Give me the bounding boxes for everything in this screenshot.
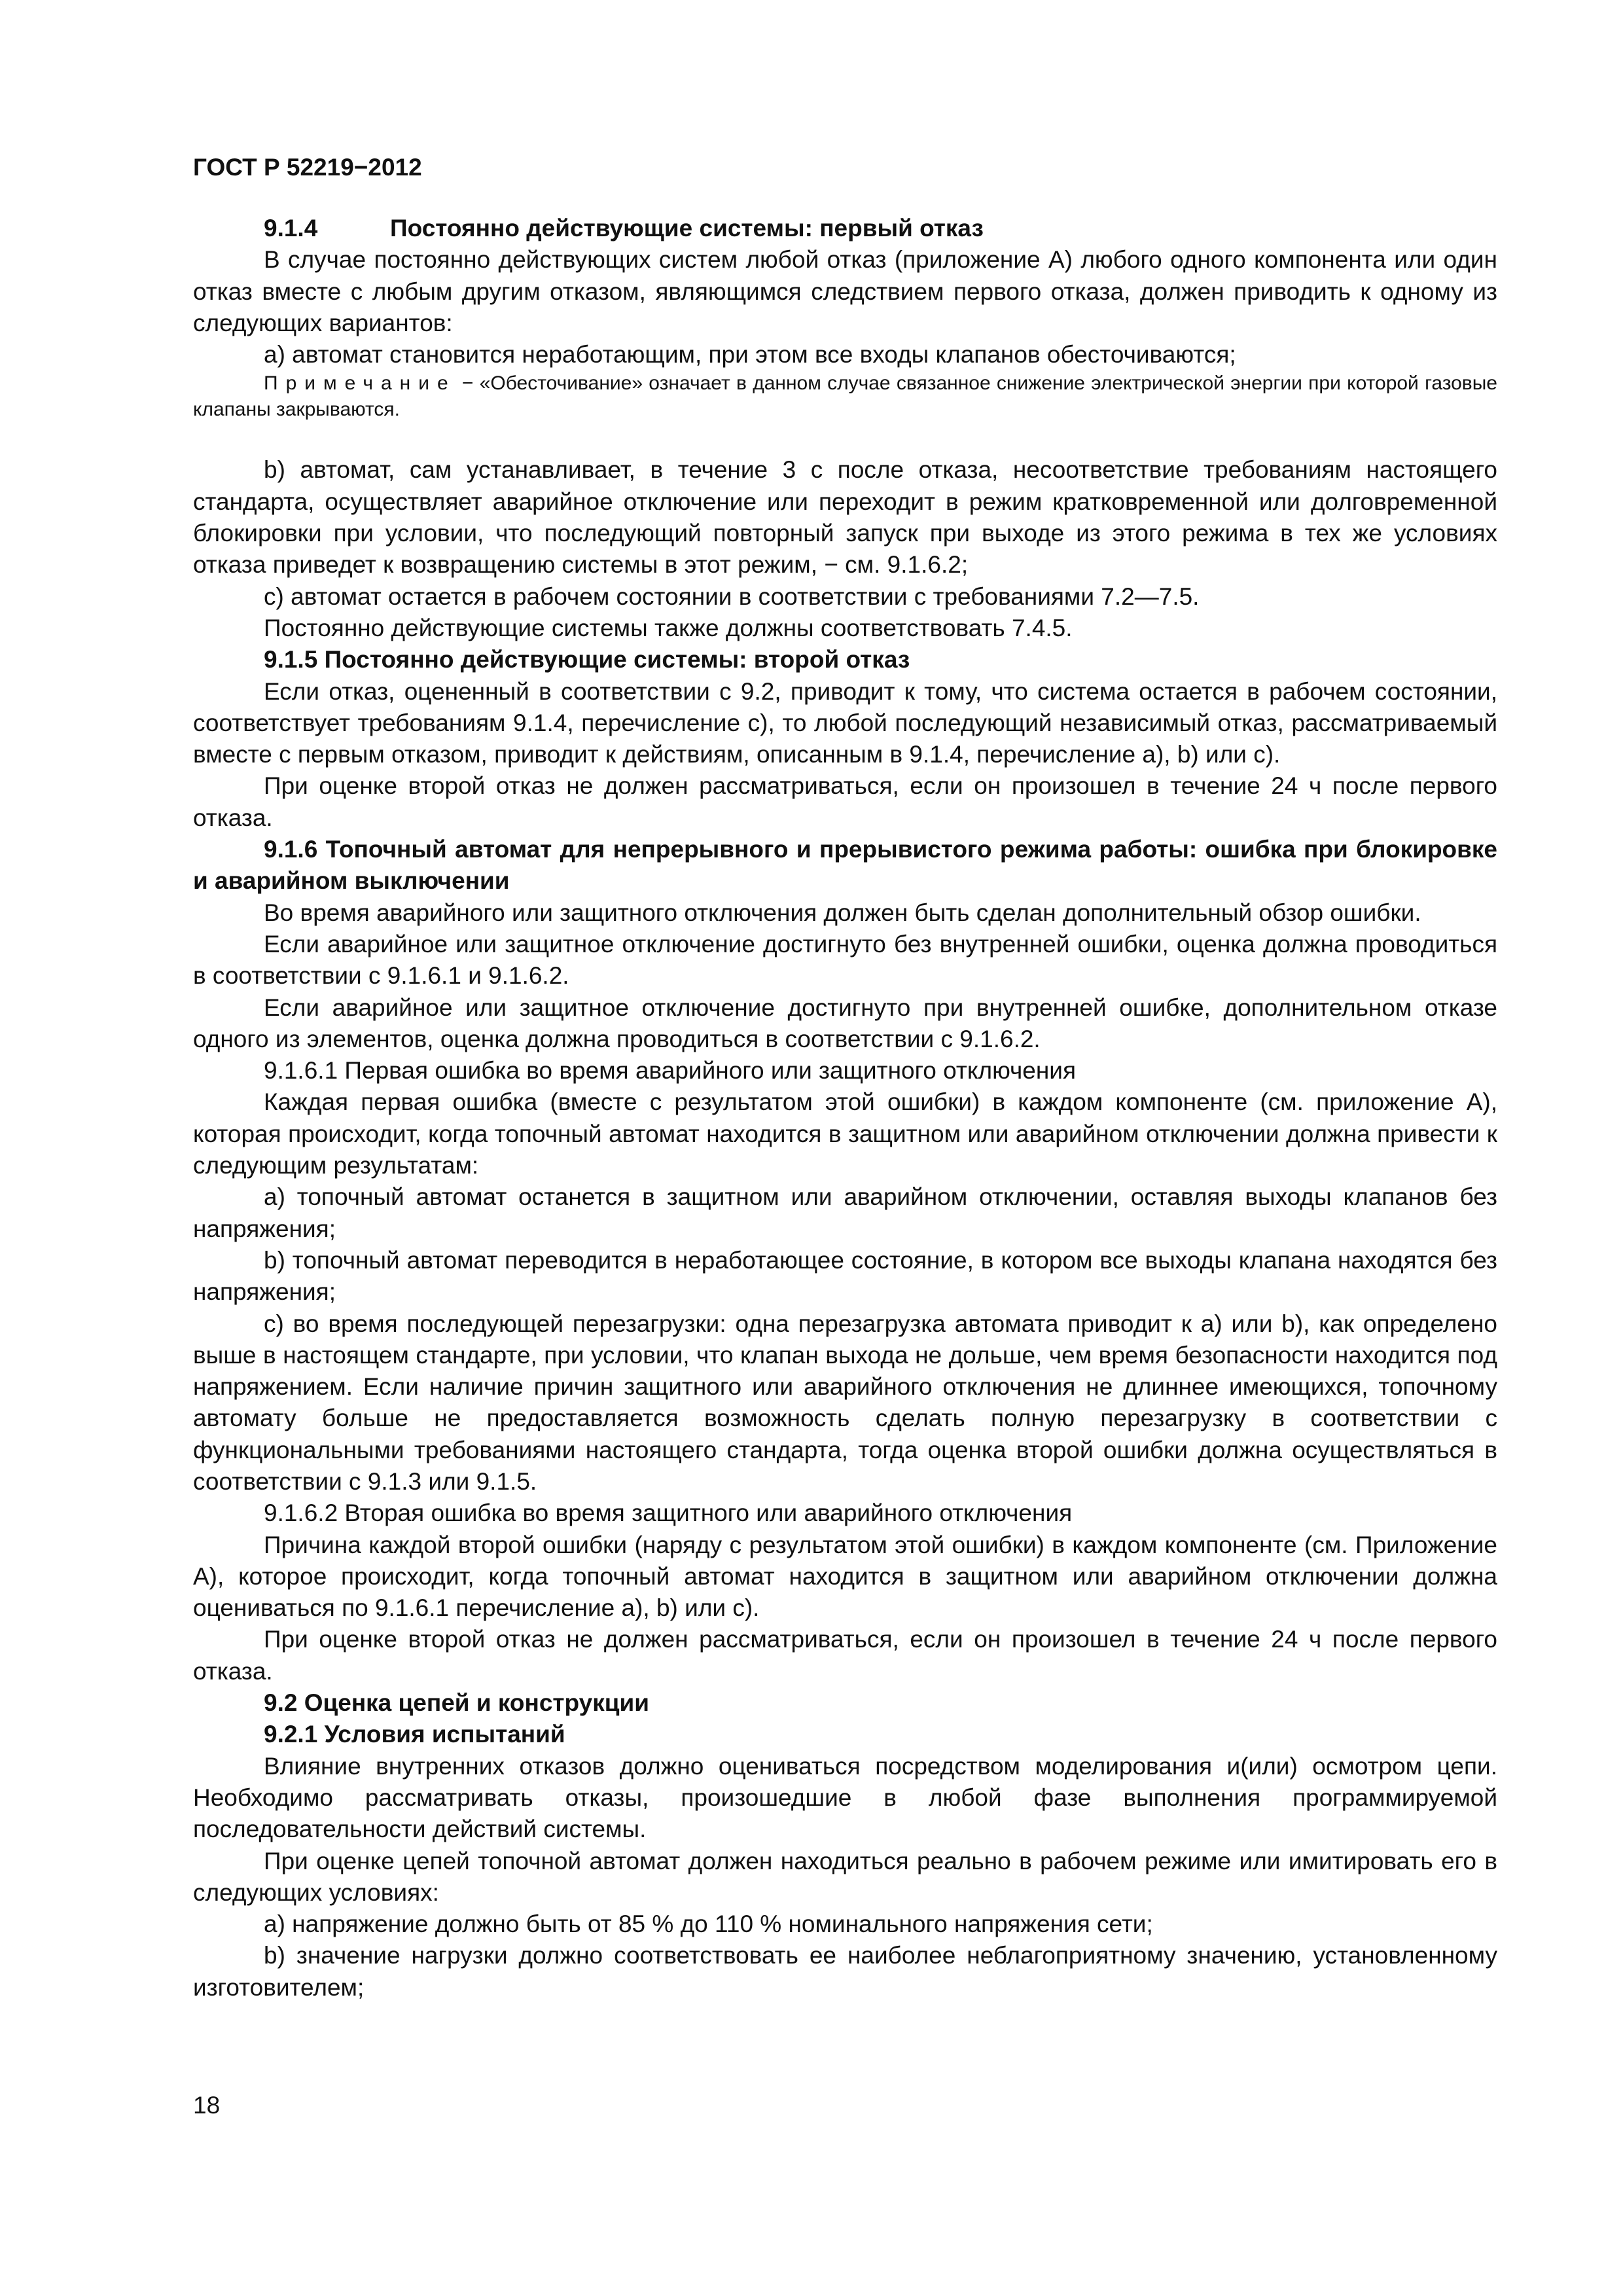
paragraph: Причина каждой второй ошибки (наряду с результатом этой ошибки) в каждом компоненте (см. Приложение А), которое происходит, когда топочный автомат находится в защитном или аварийном отключении должна оцениваться по 9.1.6.1 перечисление а), b) или с). [193, 1531, 1497, 1622]
note-text: − «Обесточивание» означает в данном случае связанное снижение электрической энергии при которой газовые клапаны закрываются. [193, 372, 1497, 421]
paragraph: Если аварийное или защитное отключение достигнуто без внутренней ошибки, оценка должна проводиться в соответствии с 9.1.6.1 и 9.1.6.2. [193, 930, 1497, 990]
document-body [193, 213, 1497, 2003]
subsection-heading-9-1-6-2: 9.1.6.2 Вторая ошибка во время защитного или аварийного отключения [264, 1499, 1073, 1527]
section-heading-9-1-4 [193, 213, 1497, 244]
note [193, 370, 1497, 423]
list-item: а) автомат становится неработающим, при этом все входы клапанов обесточиваются; [264, 341, 1236, 368]
paragraph: Постоянно действующие системы также должны соответствовать 7.4.5. [264, 614, 1073, 641]
section-heading-9-2-1: 9.2.1 Условия испытаний [264, 1721, 565, 1748]
section-heading-9-2: 9.2 Оценка цепей и конструкции [264, 1689, 649, 1717]
subsection-heading-9-1-6-1: 9.1.6.1 Первая ошибка во время аварийного или защитного отключения [264, 1057, 1076, 1085]
paragraph: Если отказ, оцененный в соответствии с 9.2, приводит к тому, что система остается в рабочем состоянии, соответствует требованиям 9.1.4, перечисление с), то любой последующий независимый отказ, рассматриваемый вместе с первым отказом, приводит к действиям, описанным в 9.1.4, перечисление а), b) или с). [193, 677, 1497, 768]
document-header: ГОСТ Р 52219−2012 [193, 154, 422, 181]
paragraph: При оценке цепей топочной автомат должен находиться реально в рабочем режиме или имитировать его в следующих условиях: [193, 1847, 1497, 1906]
list-item: а) напряжение должно быть от 85 % до 110 % номинального напряжения сети; [264, 1910, 1153, 1938]
list-item: с) автомат остается в рабочем состоянии в соответствии с требованиями 7.2—7.5. [264, 583, 1200, 610]
list-item: b) топочный автомат переводится в неработающее состояние, в котором все выходы клапана находятся без напряжения; [193, 1246, 1497, 1306]
list-item: b) автомат, сам устанавливает, в течение 3 с после отказа, несоответствие требованиям настоящего стандарта, осуществляет аварийное отключение или переходит в режим кратковременной или долговременной блокировки при условии, что последующий повторный запуск при выходе из этого режима в тех же условиях отказа приведет к возвращению системы в этот режим, − см. 9.1.6.2; [193, 456, 1497, 579]
note-label: Примечание [264, 372, 456, 395]
section-title: Постоянно действующие системы: первый отказ [390, 215, 984, 242]
paragraph: Если аварийное или защитное отключение достигнуто при внутренней ошибке, дополнительном отказе одного из элементов, оценка должна проводиться в соответствии с 9.1.6.2. [193, 994, 1497, 1052]
section-heading-9-1-5: 9.1.5 Постоянно действующие системы: второй отказ [264, 646, 910, 673]
section-heading-9-1-6: 9.1.6 Топочный автомат для непрерывного и прерывистого режима работы: ошибка при блокировке и аварийном выключении [193, 836, 1497, 895]
paragraph: Во время аварийного или защитного отключения должен быть сделан дополнительный обзор ошибки. [264, 899, 1421, 926]
page-number: 18 [193, 2092, 221, 2119]
list-item: а) топочный автомат останется в защитном или аварийном отключении, оставляя выходы клапанов без напряжения; [193, 1183, 1497, 1242]
paragraph: При оценке второй отказ не должен рассматриваться, если он произошел в течение 24 ч после первого отказа. [193, 1626, 1497, 1685]
paragraph: Каждая первая ошибка (вместе с результатом этой ошибки) в каждом компоненте (см. приложение А), которая происходит, когда топочный автомат находится в защитном или аварийном отключении должна привести к следующим результатам: [193, 1088, 1497, 1179]
paragraph: При оценке второй отказ не должен рассматриваться, если он произошел в течение 24 ч после первого отказа. [193, 772, 1497, 831]
list-item: с) во время последующей перезагрузки: одна перезагрузка автомата приводит к а) или b), как определено выше в настоящем стандарте, при условии, что клапан выхода не дольше, чем время безопасности находится под напряжением. Если наличие причин защитного или аварийного отключения не длиннее имеющихся, топочному автомату больше не предоставляется возможность сделать полную перезагрузку в соответствии с функциональными требованиями настоящего стандарта, тогда оценка второй ошибки должна осуществляться в соответствии с 9.1.3 или 9.1.5. [193, 1310, 1497, 1495]
list-item: b) значение нагрузки должно соответствовать ее наиболее неблагоприятному значению, установленному изготовителем; [193, 1942, 1497, 2001]
paragraph: В случае постоянно действующих систем любой отказ (приложение А) любого одного компонента или один отказ вместе с любым другим отказом, являющимся следствием первого отказа, должен приводить к одному из следующих вариантов: [193, 246, 1497, 336]
paragraph: Влияние внутренних отказов должно оцениваться посредством моделирования и(или) осмотром цепи. Необходимо рассматривать отказы, произошедшие в любой фазе выполнения программируемой последовательности действий системы. [193, 1752, 1497, 1843]
section-number: 9.1.4 [264, 215, 318, 242]
